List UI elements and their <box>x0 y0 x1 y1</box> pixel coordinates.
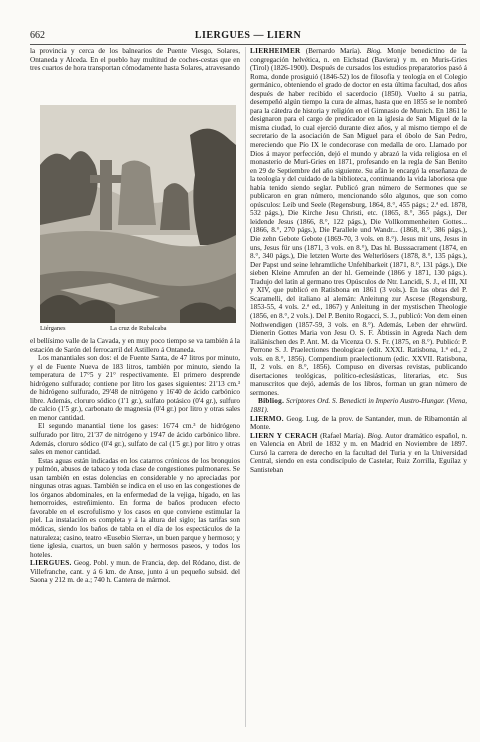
bibliography-label: Bibliog. <box>258 397 285 406</box>
entry-person-name: (Rafael María). <box>320 431 366 440</box>
caption-place: Liérganes <box>40 325 66 332</box>
entry-liermo <box>250 415 467 432</box>
entry-category: Biog. <box>367 431 383 440</box>
entry-lierheimer <box>250 47 467 397</box>
right-column <box>250 47 467 474</box>
figure-caption <box>40 325 236 335</box>
entry-text: Geog. Pobl. y mun. de Francia, dep. del Ródano, dist. de Villefranche, cant. y á 6 km. de Anse, junto á un pequeño subsid. del Saona y 212 m. de a.; 740 h. Cantera de mármol. <box>30 559 240 585</box>
entry-category: Biog. <box>366 47 382 55</box>
left-column-continued <box>30 337 240 585</box>
entry-text: Monje benedictino de la congregación helvética, n. en Eichstad (Baviera) y m. en Muris-Gries (Tirol) (1826-1900). Después de cursados los estudios preparatorios pasó á Roma, donde prosiguió (1846-52) los de filosofía y teología en el Colegio germánico, obteniendo el grado de doctor en esta última facultad, dos años después de haber recibido el sacerdocio (1850). Vuelto á su patria, desempeñó algún tiempo la cura de almas, hasta que en 1855 se le nombró para la cátedra de historia y religión en el Gimnasio de Munich. En 1861 le designaron para el cargo de predicador en la iglesia de San Miguel de la misma ciudad, lo cual ejerció durante diez años, y al mismo tiempo el de secretario de la asociación de San Miguel para el óbolo de San Pedro, mereciendo que Pío IX le condecorase con medalla de oro. Llamado por Dios á mayor perfección, dejó el mundo y abrazó la vida religiosa en el monasterio de Muri-Gries en 1871, profesando en la regla de San Benito en 29 de Septiembre del año siguiente. Su afán le encargó la enseñanza de la teología y del cuidado de la biblioteca, continuando la vida laboriosa que había tenido siendo seglar. Publicó gran número de Sermones que se publicaron en gran número, mencionando sólo algunos, que son como opúsculos: Leib und Seele (Regensburg, 1864, 8.°, 455 págs.; 2.ª ed. 1878, 532 págs.), Die Kirche Jesu Christi, etc. (1865, 8.°, 365 págs.), Der leidende Jesus (1866, 8.°, 122 págs.), Die Vollkommenheiten Gottes... (1866, 8.°, 270 págs.), Die Parallele und Wandr... (1868, 8.°, 386 págs.), Die zehn Gebote Gebote (1869-70, 3 vols. en 8.°). Jesus mit uns, Jesus in uns, Jesus für uns (1871, 3 vols. en 8.°), Das hl. Busssacrament (1874, en 8.°, 340 págs.), Die letzten Worte des Welterlösers (1878, 8.°, 135 págs.), Der Papst und seine lehramtliche Unfehlbarkeit (1871, 8.°, 131 págs.), Die sieben Kleine Amrufen an der hl. Gemeinde (1866 y 1871, 130 págs.). Tradujo del latín al germano tres Opúsculos de Ntr. Lancidi, S. J., el III, XI y XIV, que publicó en Ratisbona en 1861 (3 vols.). En las obras del P. Scaramelli, del italiano al alemán: Anleitung zur Ascese (Regensburg, 1853-55, 4 vols. 2.ª ed., 1867) y Anleitung in der mystischen Theologie (1856, en 8.°, 2 vols.). Del P. Benito Rogacci, S. J., publicó: Von dem einen Nothwendigen (1857-59, 3 vols. en 8.°). Además, Leben der ehrwürd. Dienerin Gottes Maria von Jesu O. S. F. Äbtissin in Agreda Nach dem italiänischen des P. Ant. M. da Vicenza O. S. Fr. (1875, en 8.°). Publicó: P. Perrone S. J. Praelectiones theologicae (edit. XXXI. Ratisbona, 1.ª ed., 2 vols. en 8.°, 1856). Compendium praelectionum (edic. XXVII. Ratisbona, II, 2 vols. en 8.°, 1856). Compuso en diversas revistas, publicando disertaciones teológicas, político-eclesiásticas, literarias, etc. Sus manuscritos que dejó, además de los libros, forman un gran número de sermones. <box>250 47 468 397</box>
left-column <box>30 47 240 73</box>
paragraph: la provincia y cerca de los balnearios de Puente Viesgo, Solares, Ontaneda y Alceda. En el pueblo hay multitud de coches-cestas que en tres cuartos de hora transportan cómodamente hasta Solares, atravesando <box>30 47 240 73</box>
bibliography-text: Scriptores Ord. S. Benedicti in Imperio Austro-Hungar. (Viena, 1881). <box>250 397 467 414</box>
entry-person-name: (Bernardo María). <box>305 47 362 55</box>
page-header <box>30 30 466 44</box>
paragraph: El segundo manantial tiene los gases: 16'74 cm.³ de hidrógeno sulfurado por litro, 21'37 de nitrógeno y 19'47 de ácido carbónico libre. Además, cloruro sódico (0'4 gr.), sulfato de cal (1'5 gr.) por litro y otras sales en menor cantidad. <box>30 422 240 457</box>
paragraph: Los manantiales son dos: el de Fuente Santa, de 47 litros por minuto, y el de Fuente Nueva de 183 litros, también por minuto, siendo la temperatura de 17°5 y 21° respectivamente. El primero desprende hidrógeno sulfurado; contiene por litro los gases siguientes: 21'13 cm.³ de hidrógeno sulfurado, 29'48 de nitrógeno y 16'40 de ácido carbónico libre. Además, cloruro sódico (1'1 gr.), sulfato potásico (0'4 gr.), sulfuro de calcio (1'5 gr.), carbonato de magnesia (0'4 gr.) por litro y otras sales en menor cantidad. <box>30 354 240 422</box>
entry-text: Autor dramático español, n. en Valencia en Abril de 1832 y m. en Madrid en Noviembre de 1897. Cursó la carrera de derecho en la facultad del Turia y en la Universidad Central, siendo en esta condiscípulo de Castelar, Ruiz Zorrilla, Eguílaz y Santisteban <box>250 431 467 474</box>
entry-headword: LIERHEIMER <box>250 47 301 55</box>
entry-liergues <box>30 559 240 585</box>
paragraph: el bellísimo valle de la Cavada, y en muy poco tiempo se va también á la estación de Sarón del ferrocarril del Astillero á Ontaneda. <box>30 337 240 354</box>
column-divider <box>245 47 246 727</box>
entry-headword: LIERGUES. <box>30 559 72 568</box>
caption-title: La cruz de Rubalcaba <box>110 325 167 332</box>
landscape-illustration <box>40 105 236 323</box>
engraving-photo <box>40 105 236 323</box>
page-number: 662 <box>30 30 45 41</box>
entry-headword: LIERN Y CERACH <box>250 431 318 440</box>
entry-liern <box>250 432 467 475</box>
entry-headword: LIERMO. <box>250 414 284 423</box>
running-title: LIERGUES — LIERN <box>194 30 302 41</box>
header-rule <box>30 44 466 45</box>
paragraph: Estas aguas están indicadas en los catarros crónicos de los bronquios y pulmón, abusos de tabaco y toda clase de congestiones pulmonares. Se usan también en estas dolencias en considerable y no apreciadas por ningunas otras aguas. También se indica en el uso en las congestiones de los órganos abdominales, en la enfermedad de la vejiga, hígado, en las hemorroides, estreñimiento. En forma de baños producen efecto favorable en el escrofulismo y los casos en que conviene estimular la piel. La instalación es completa y á la altura del siglo; las tarifas son módicas, siendo los baños de tabla en el día de los espectáculos de la naturaleza; casino, teatro «Eusebio Sierra», un buen parque y hermoso; y tiene iglesia, cuartos, un buen salón y hermosos paseos, y todos los hoteles. <box>30 456 240 559</box>
entry-text: Geog. Lug. de la prov. de Santander, mun. de Ribamontán al Monte. <box>250 414 468 432</box>
bibliography <box>250 397 467 414</box>
